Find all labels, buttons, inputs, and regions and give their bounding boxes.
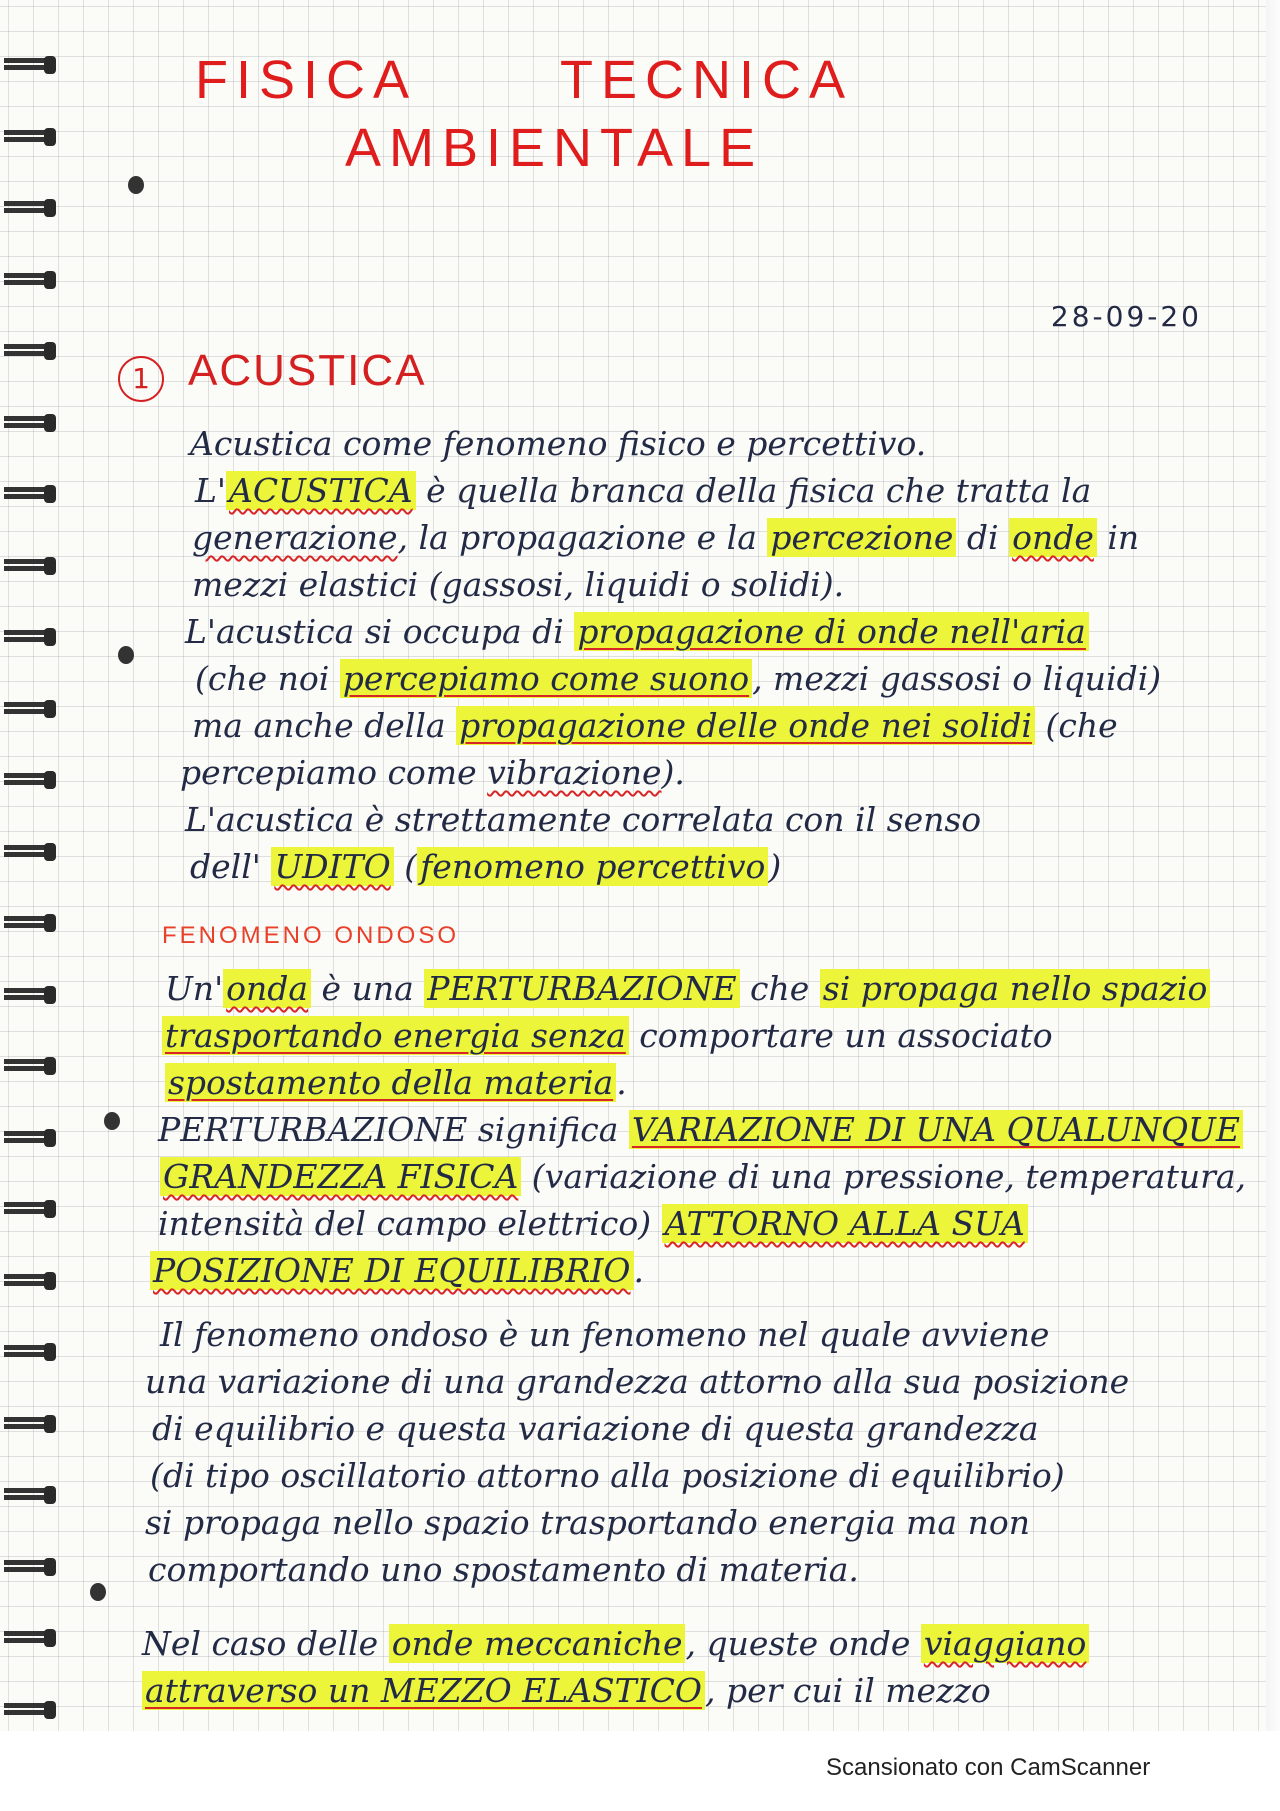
spiral-ring [4,195,56,221]
ring-hole [44,414,56,432]
ring-hole [44,1129,56,1147]
text-line: Acustica come fenomeno fisico e percettivo. [190,424,927,463]
spiral-ring [4,1268,56,1294]
ring-hole [44,1415,56,1433]
ring-hole [44,914,56,932]
text-line: una variazione di una grandezza attorno alla sua posizione [145,1362,1130,1401]
text-line: ma anche della propagazione delle onde nei solidi (che [192,706,1118,745]
footer-watermark: Scansionato con CamScanner [826,1754,1151,1781]
date: 28-09-20 [1050,300,1202,333]
ring-hole [44,700,56,718]
text-line: L'ACUSTICA è quella branca della fisica che tratta la [195,471,1092,510]
ring-hole [44,485,56,503]
spiral-ring [4,767,56,793]
section-title: ACUSTICA [188,346,427,395]
ring-hole [44,342,56,360]
spiral-ring [4,910,56,936]
text-line: GRANDEZZA FISICA (variazione di una pressione, temperatura, [160,1153,1280,1201]
ring-hole [44,986,56,1004]
spiral-ring [4,1482,56,1508]
spiral-ring [4,1125,56,1151]
punch-hole [128,176,144,194]
ring-hole [44,1558,56,1576]
text-line: comportando uno spostamento di materia. [148,1550,859,1589]
text-line: generazione, la propagazione e la percezione di onde in [192,518,1140,557]
punch-hole [104,1112,120,1130]
text-line: (che noi percepiamo come suono, mezzi gassosi o liquidi) [195,659,1162,698]
ring-hole [44,1272,56,1290]
text-line: PERTURBAZIONE significa VARIAZIONE DI UNA QUALUNQUE [158,1106,1280,1154]
text-line: L'acustica si occupa di propagazione di onde nell'aria [185,608,1280,656]
ring-hole [44,771,56,789]
text-line: Un'onda è una PERTURBAZIONE che si propaga nello spazio [165,965,1280,1013]
text-line: (di tipo oscillatorio attorno alla posizione di equilibrio) [150,1456,1065,1495]
spiral-ring [4,481,56,507]
ring-hole [44,1486,56,1504]
text-line: Nel caso delle onde meccaniche, queste onde viaggiano [142,1620,1280,1668]
spiral-ring [4,1625,56,1651]
spiral-ring [4,696,56,722]
spiral-ring [4,982,56,1008]
spiral-ring [4,553,56,579]
ring-hole [44,1629,56,1647]
spiral-ring [4,1697,56,1723]
text-line: percepiamo come vibrazione). [180,753,685,792]
spiral-binding [0,0,70,1740]
text-line: si propaga nello spazio trasportando energia ma non [145,1503,1030,1542]
text-line: L'acustica è strettamente correlata con il senso [185,800,982,839]
spiral-ring [4,52,56,78]
spiral-ring [4,267,56,293]
text-line: trasportando energia senza comportare un associato [162,1012,1280,1060]
title-tecnica: TECNICA [560,50,854,110]
spiral-ring [4,839,56,865]
punch-hole [118,646,134,664]
spiral-ring [4,124,56,150]
text-line: spostamento della materia. [165,1059,1280,1107]
spiral-ring [4,1196,56,1222]
text-line: POSIZIONE DI EQUILIBRIO. [150,1247,1280,1295]
ring-hole [44,199,56,217]
spiral-ring [4,1554,56,1580]
ring-hole [44,56,56,74]
subheading: FENOMENO ONDOSO [162,922,460,949]
spiral-ring [4,1339,56,1365]
ring-hole [44,128,56,146]
ring-hole [44,557,56,575]
text-line: dell' UDITO (fenomeno percettivo) [190,847,782,886]
text-line: intensità del campo elettrico) ATTORNO ALLA SUA [158,1200,1280,1248]
ring-hole [44,271,56,289]
ring-hole [44,843,56,861]
punch-hole [90,1583,106,1601]
ring-hole [44,1701,56,1719]
spiral-ring [4,624,56,650]
ring-hole [44,1200,56,1218]
spiral-ring [4,1053,56,1079]
spiral-ring [4,338,56,364]
text-line: attraverso un MEZZO ELASTICO, per cui il mezzo [142,1667,1280,1715]
text-line: mezzi elastici (gassosi, liquidi o solidi). [192,565,845,604]
text-line: di equilibrio e questa variazione di questa grandezza [152,1409,1039,1448]
title-fisica: FISICA [195,50,418,110]
ring-hole [44,1057,56,1075]
spiral-ring [4,1411,56,1437]
title-ambientale: AMBIENTALE [345,118,764,178]
section-number: 1 [118,356,164,402]
spiral-ring [4,410,56,436]
ring-hole [44,628,56,646]
ring-hole [44,1343,56,1361]
text-line: Il fenomeno ondoso è un fenomeno nel quale avviene [160,1315,1050,1354]
